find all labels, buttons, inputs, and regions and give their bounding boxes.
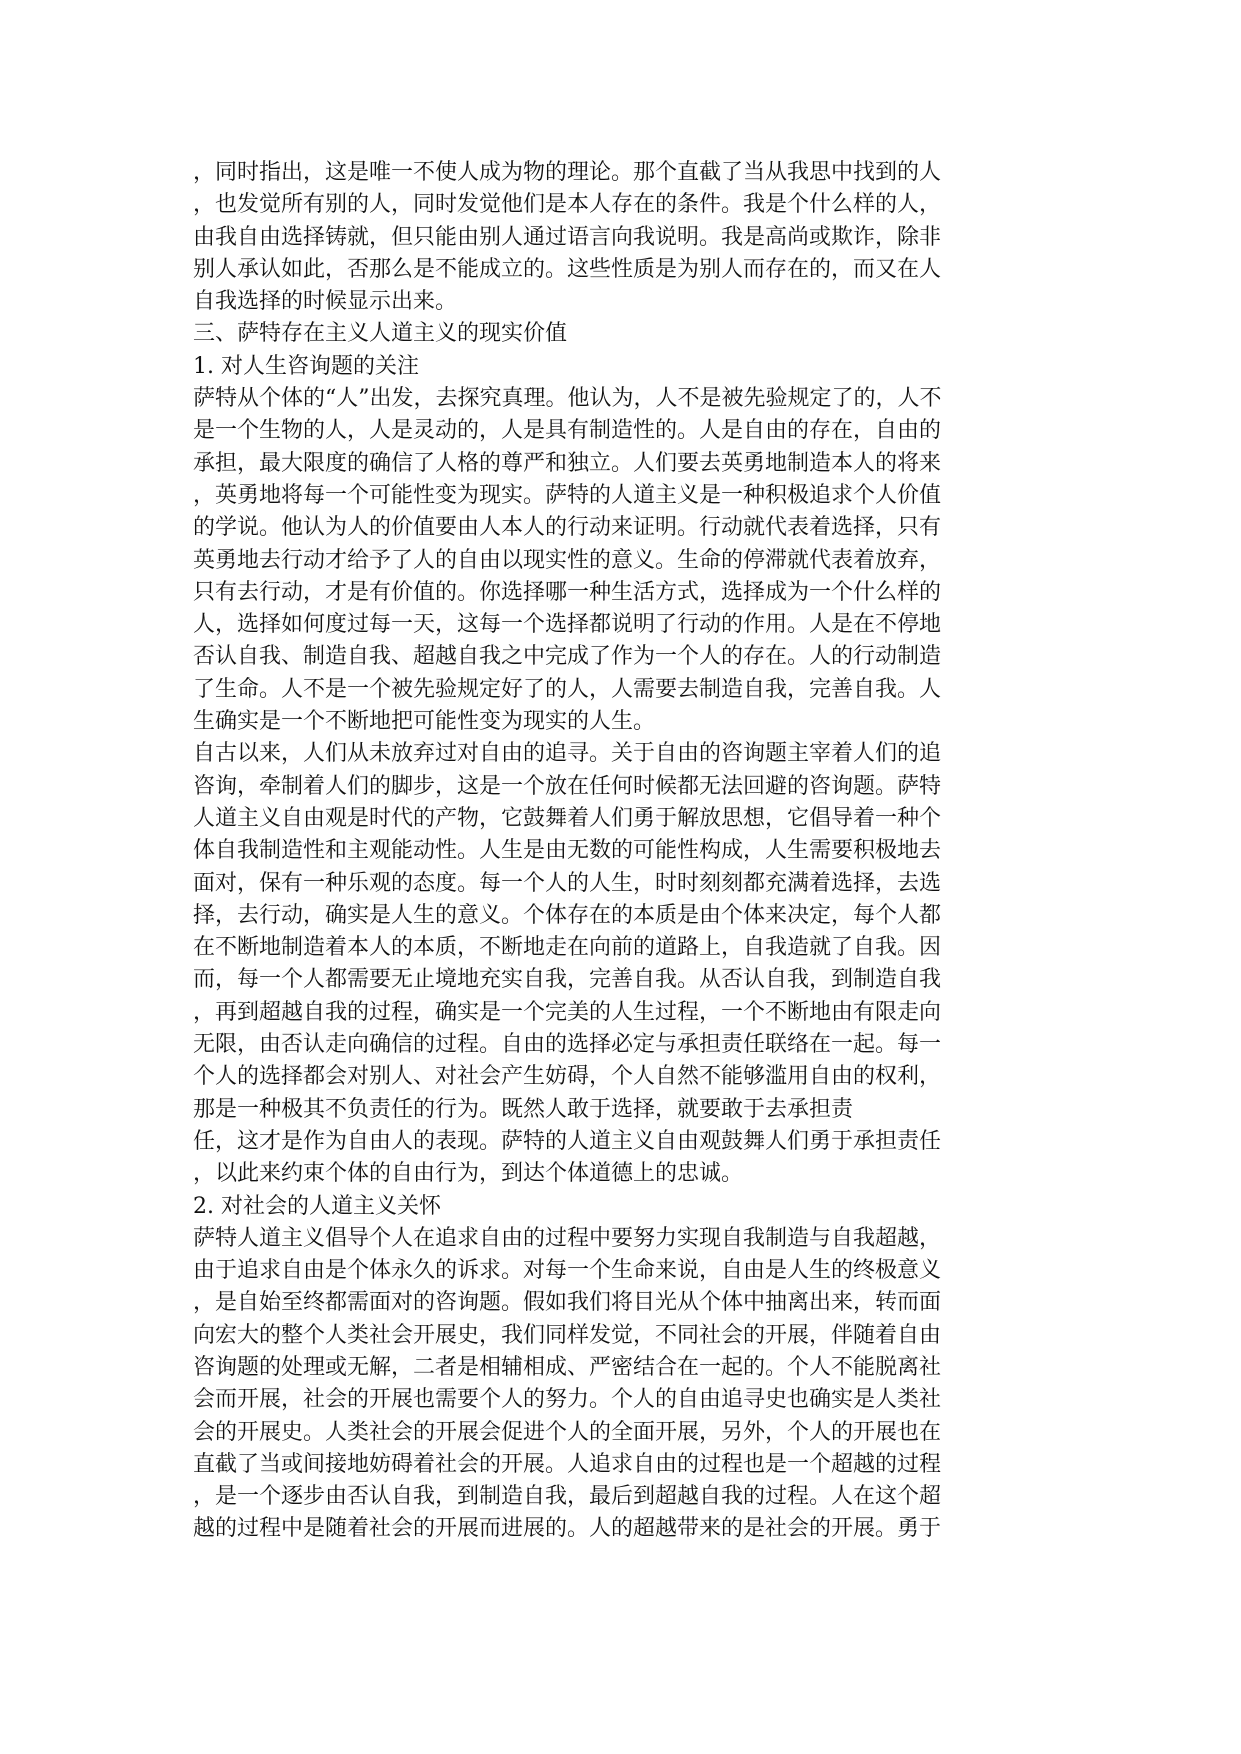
text-line: ，英勇地将每一个可能性变为现实。萨特的人道主义是一种积极追求个人价值 bbox=[193, 482, 942, 508]
text-line: 否认自我、制造自我、超越自我之中完成了作为一个人的存在。人的行动制造 bbox=[193, 644, 942, 670]
text-line: 越的过程中是随着社会的开展而进展的。人的超越带来的是社会的开展。勇于 bbox=[193, 1516, 942, 1542]
text-line: 承担，最大限度的确信了人格的尊严和独立。人们要去英勇地制造本人的将来 bbox=[193, 450, 942, 476]
text-line: 人，选择如何度过每一天，这每一个选择都说明了行动的作用。人是在不停地 bbox=[193, 612, 942, 638]
text-line: 由于追求自由是个体永久的诉求。对每一个生命来说，自由是人生的终极意义 bbox=[193, 1258, 942, 1284]
text-line: 直截了当或间接地妨碍着社会的开展。人追求自由的过程也是一个超越的过程 bbox=[193, 1451, 942, 1477]
text-line: 那是一种极其不负责任的行为。既然人敢于选择，就要敢于去承担责 bbox=[193, 1096, 854, 1122]
text-line: 会而开展，社会的开展也需要个人的努力。个人的自由追寻史也确实是人类社 bbox=[193, 1387, 942, 1413]
text-line: 自我选择的时候显示出来。 bbox=[193, 289, 458, 315]
text-line: 而，每一个人都需要无止境地充实自我，完善自我。从否认自我，到制造自我 bbox=[193, 967, 942, 993]
text-line: 在不断地制造着本人的本质，不断地走在向前的道路上，自我造就了自我。因 bbox=[193, 935, 942, 961]
text-line: 择，去行动，确实是人生的意义。个体存在的本质是由个体来决定，每个人都 bbox=[193, 902, 942, 928]
text-line: ，同时指出，这是唯一不使人成为物的理论。那个直截了当从我思中找到的人 bbox=[193, 160, 942, 185]
text-line: ，是自始至终都需面对的咨询题。假如我们将目光从个体中抽离出来，转而面 bbox=[193, 1290, 942, 1316]
text-line: 由我自由选择铸就，但只能由别人通过语言向我说明。我是高尚或欺诈，除非 bbox=[193, 224, 942, 250]
text-line: 任，这才是作为自由人的表现。萨特的人道主义自由观鼓舞人们勇于承担责任 bbox=[193, 1128, 942, 1154]
subsection-heading: 2. 对社会的人道主义关怀 bbox=[193, 1193, 441, 1219]
text-line: 咨询题的处理或无解，二者是相辅相成、严密结合在一起的。个人不能脱离社 bbox=[193, 1354, 942, 1380]
text-line: 的学说。他认为人的价值要由人本人的行动来证明。行动就代表着选择，只有 bbox=[193, 515, 942, 541]
text-line: 体自我制造性和主观能动性。人生是由无数的可能性构成，人生需要积极地去 bbox=[193, 838, 942, 864]
text-line: 人道主义自由观是时代的产物，它鼓舞着人们勇于解放思想，它倡导着一种个 bbox=[193, 805, 942, 831]
text-line: 无限，由否认走向确信的过程。自由的选择必定与承担责任联络在一起。每一 bbox=[193, 1032, 942, 1058]
section-heading: 三、萨特存在主义人道主义的现实价值 bbox=[193, 321, 568, 347]
text-line: 面对，保有一种乐观的态度。每一个人的人生，时时刻刻都充满着选择，去选 bbox=[193, 870, 942, 896]
text-line: 自古以来，人们从未放弃过对自由的追寻。关于自由的咨询题主宰着人们的追 bbox=[193, 741, 942, 767]
text-line: 萨特人道主义倡导个人在追求自由的过程中要努力实现自我制造与自我超越， bbox=[193, 1225, 942, 1251]
text-line: 别人承认如此，否那么是不能成立的。这些性质是为别人而存在的，而又在人 bbox=[193, 256, 942, 282]
text-line: 生确实是一个不断地把可能性变为现实的人生。 bbox=[193, 709, 656, 735]
text-line: 个人的选择都会对别人、对社会产生妨碍，个人自然不能够滥用自由的权利， bbox=[193, 1064, 942, 1090]
text-line: ，再到超越自我的过程，确实是一个完美的人生过程，一个不断地由有限走向 bbox=[193, 999, 942, 1025]
text-line: ，也发觉所有别的人，同时发觉他们是本人存在的条件。我是个什么样的人， bbox=[193, 192, 942, 218]
text-line: 咨询，牵制着人们的脚步，这是一个放在任何时候都无法回避的咨询题。萨特 bbox=[193, 773, 942, 799]
text-line: 会的开展史。人类社会的开展会促进个人的全面开展，另外，个人的开展也在 bbox=[193, 1419, 942, 1445]
text-line: ，以此来约束个体的自由行为，到达个体道德上的忠诚。 bbox=[193, 1161, 744, 1187]
document-body bbox=[193, 157, 1053, 1546]
text-line: ，是一个逐步由否认自我，到制造自我，最后到超越自我的过程。人在这个超 bbox=[193, 1484, 942, 1510]
text-line: 萨特从个体的“人”出发，去探究真理。他认为，人不是被先验规定了的，人不 bbox=[193, 386, 942, 412]
text-line: 英勇地去行动才给予了人的自由以现实性的意义。生命的停滞就代表着放弃， bbox=[193, 547, 942, 573]
text-line: 了生命。人不是一个被先验规定好了的人，人需要去制造自我，完善自我。人 bbox=[193, 676, 942, 702]
text-line: 是一个生物的人，人是灵动的，人是具有制造性的。人是自由的存在，自由的 bbox=[193, 418, 942, 444]
text-line: 向宏大的整个人类社会开展史，我们同样发觉，不同社会的开展，伴随着自由 bbox=[193, 1322, 942, 1348]
text-line: 只有去行动，才是有价值的。你选择哪一种生活方式，选择成为一个什么样的 bbox=[193, 579, 942, 605]
subsection-heading: 1. 对人生咨询题的关注 bbox=[193, 353, 419, 379]
